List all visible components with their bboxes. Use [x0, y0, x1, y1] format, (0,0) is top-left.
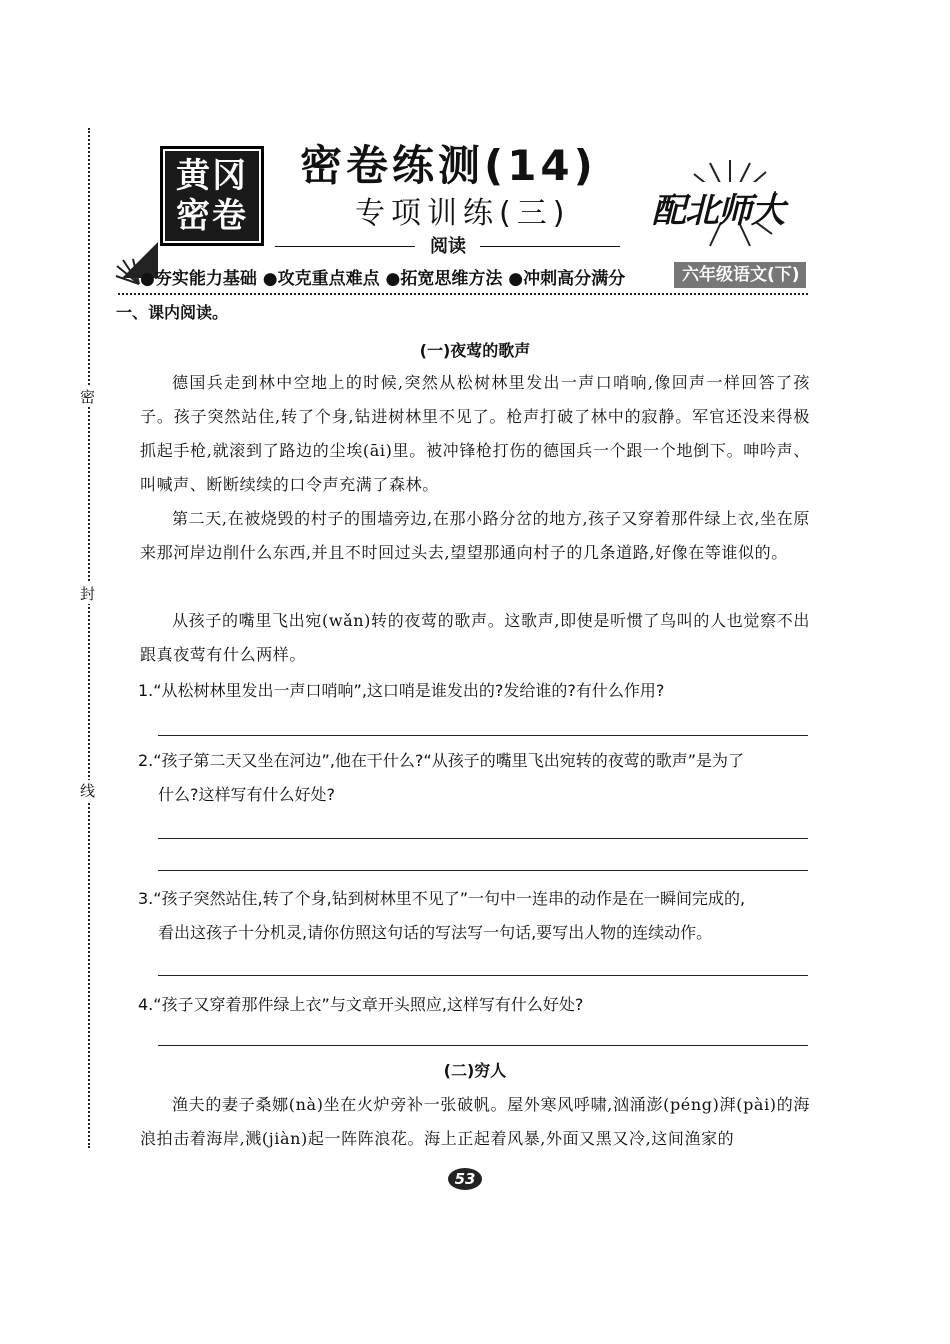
binding-char-xian: 线	[80, 782, 96, 800]
binding-line	[88, 128, 90, 1148]
question-4-line-1: 4.“孩子又穿着那件绿上衣”与文章开头照应,这样写有什么好处?	[138, 995, 584, 1014]
binding-char-feng: 封	[80, 585, 96, 603]
passage2-paragraph-1: 渔夫的妻子桑娜(nà)坐在火炉旁补一张破帆。屋外寒风呼啸,汹涌澎(péng)湃(pài)的海浪拍击着海岸,溅(jiàn)起一阵阵浪花。海上正起着风暴,外面又黑又冷,这间渔家的	[140, 1095, 810, 1148]
answer-line[interactable]	[158, 870, 808, 871]
answer-line[interactable]	[158, 838, 808, 839]
passage1-paragraph-3: 从孩子的嘴里飞出宛(wǎn)转的夜莺的歌声。这歌声,即使是听惯了鸟叫的人也觉察不出跟真夜莺有什么两样。	[140, 611, 810, 664]
question-4	[138, 988, 813, 1022]
part-heading: 一、课内阅读。	[116, 303, 229, 322]
question-2	[138, 744, 813, 812]
section-label: 阅读	[424, 232, 472, 258]
question-1-line-1: 1.“从松树林里发出一声口哨响”,这口哨是谁发出的?发给谁的?有什么作用?	[138, 681, 665, 700]
passage1-paragraph-2: 第二天,在被烧毁的村子的围墙旁边,在那小路分岔的地方,孩子又穿着那件绿上衣,坐在原来那河岸边削什么东西,并且不时回过头去,望望那通向村子的几条道路,好像在等谁似的。	[140, 509, 810, 562]
grade-badge: 六年级语文(下)	[674, 262, 806, 288]
passage-title-1: (一)夜莺的歌声	[419, 341, 531, 360]
tagline-fan-icon	[115, 258, 141, 286]
answer-line[interactable]	[158, 975, 808, 976]
passage-title-2: (二)穷人	[443, 1061, 507, 1080]
question-3-line-2: 看出这孩子十分机灵,请你仿照这句话的写法写一句话,要写出人物的连续动作。	[158, 923, 713, 942]
binding-char-mi: 密	[80, 388, 96, 406]
logo-badge	[160, 146, 264, 246]
question-2-line-2: 什么?这样写有什么好处?	[158, 785, 335, 804]
question-2-line-1: 2.“孩子第二天又坐在河边”,他在干什么?“从孩子的嘴里飞出宛转的夜莺的歌声”是为了	[138, 751, 745, 770]
question-1	[138, 674, 813, 708]
tagline: ●夯实能力基础 ●攻克重点难点 ●拓宽思维方法 ●冲刺高分满分	[140, 269, 626, 289]
brand-label: 配北师大	[652, 191, 784, 231]
answer-line[interactable]	[158, 735, 808, 736]
header-dotted-rule	[118, 293, 808, 295]
page-number: 53	[448, 1168, 482, 1190]
logo-line-2: 密卷	[176, 196, 248, 236]
passage1-paragraph-1: 德国兵走到林中空地上的时候,突然从松树林里发出一声口哨响,像回声一样回答了孩子。孩子突然站住,转了个身,钻进树林里不见了。枪声打破了林中的寂静。军官还没来得极抓起手枪,就滚到了路边的尘埃(āi)里。被冲锋枪打伤的德国兵一个跟一个地倒下。呻吟声、叫喊声、断断续续的口令声充满了森林。	[140, 373, 810, 494]
question-3	[138, 882, 813, 950]
answer-line[interactable]	[158, 1045, 808, 1046]
page-title: 密卷练测(14)	[300, 141, 597, 190]
question-3-line-1: 3.“孩子突然站住,转了个身,钻到树林里不见了”一句中一连串的动作是在一瞬间完成的,	[138, 889, 746, 908]
page-subtitle: 专项训练(三)	[355, 196, 571, 231]
logo-line-1: 黄冈	[176, 156, 248, 196]
